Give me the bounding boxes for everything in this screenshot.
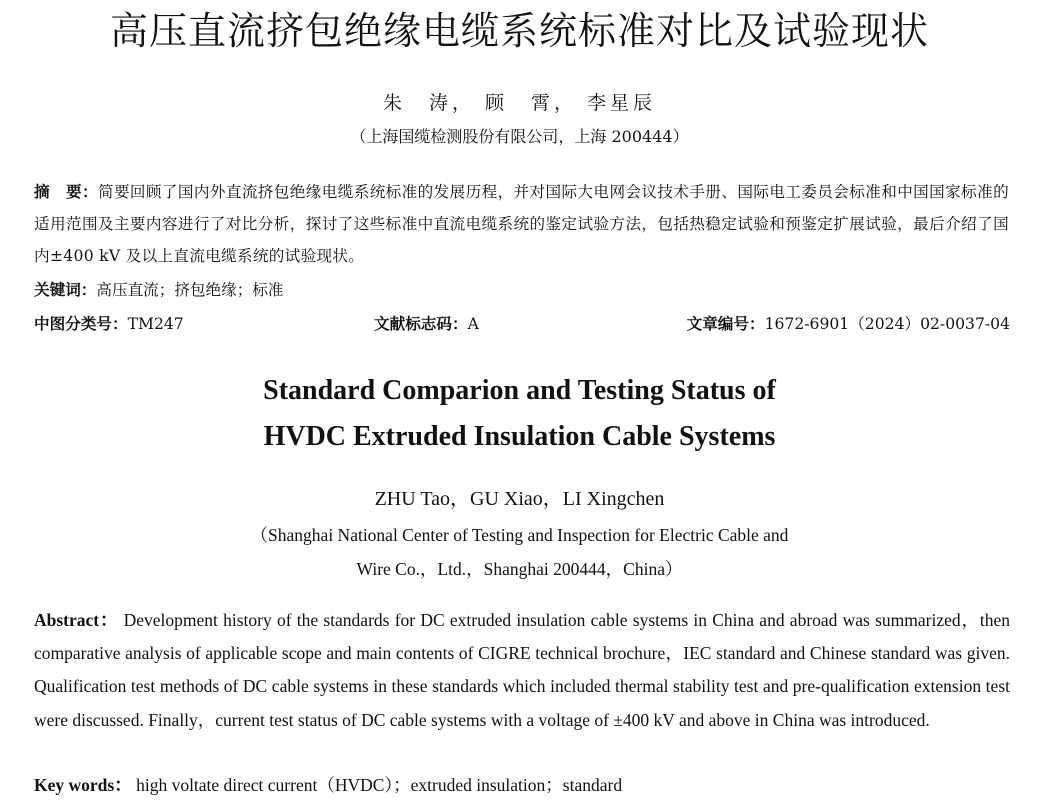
clc-label: 中图分类号： [34, 314, 128, 333]
english-abstract-text: Development history of the standards for DC extruded insulation cable systems in China and abroad was summarized，then comparative analysis of applicable scope and main contents of CIGRE technical brochure，IEC standard and Chinese standard was given. Qualification test methods of DC cable systems in these standards which included thermal stability test and pre-qualification extension test were discussed. Finally，current test status of DC cable systems with a voltage of ±400 kV and above in China was introduced. [34, 610, 1010, 730]
english-abstract-label: Abstract： [34, 610, 119, 630]
english-title-line1: Standard Comparion and Testing Status of [263, 375, 776, 406]
english-keywords-label: Key words： [34, 775, 132, 795]
english-affiliation-line1: （Shanghai National Center of Testing and Inspection for Electric Cable and [250, 525, 789, 545]
clc-value: TM247 [127, 315, 184, 333]
article-number [687, 312, 1010, 334]
chinese-abstract [34, 176, 1009, 272]
classification-row [34, 312, 1010, 336]
chinese-keywords [34, 278, 1009, 300]
english-keywords [34, 772, 1010, 797]
english-keywords-text: high voltate direct current（HVDC）；extruded insulation；standard [131, 775, 623, 795]
chinese-abstract-label: 摘 要： [34, 182, 98, 201]
english-title-line2: HVDC Extruded Insulation Cable Systems [263, 421, 776, 452]
english-affiliation-line2: Wire Co.，Ltd.，Shanghai 200444，China） [356, 559, 683, 579]
chinese-affiliation: （上海国缆检测股份有限公司，上海 200444） [350, 127, 689, 146]
document-code-value: A [467, 315, 479, 333]
english-authors: ZHU Tao，GU Xiao，LI Xingchen [374, 488, 665, 510]
english-title [0, 368, 1039, 460]
chinese-title: 高压直流挤包绝缘电缆系统标准对比及试验现状 [109, 9, 929, 53]
document-code-label: 文献标志码： [374, 314, 468, 333]
chinese-keywords-label: 关键词： [34, 280, 97, 299]
chinese-abstract-text: 简要回顾了国内外直流挤包绝缘电缆系统标准的发展历程，并对国际大电网会议技术手册、国际电工委员会标准和中国国家标准的适用范围及主要内容进行了对比分析，探讨了这些标准中直流电缆系统的鉴定试验方法，包括热稳定试验和预鉴定扩展试验，最后介绍了国内±400 kV 及以上直流电缆系统的试验现状。 [34, 183, 1010, 265]
document-code [374, 312, 479, 334]
english-abstract [34, 604, 1010, 737]
chinese-authors: 朱 涛， 顾 霄， 李星辰 [382, 92, 657, 114]
english-affiliation [0, 518, 1039, 586]
article-number-value: 1672-6901（2024）02-0037-04 [764, 315, 1010, 333]
article-number-label: 文章编号： [686, 314, 765, 333]
chinese-keywords-text: 高压直流；挤包绝缘；标准 [96, 281, 284, 299]
clc-number [34, 312, 184, 334]
